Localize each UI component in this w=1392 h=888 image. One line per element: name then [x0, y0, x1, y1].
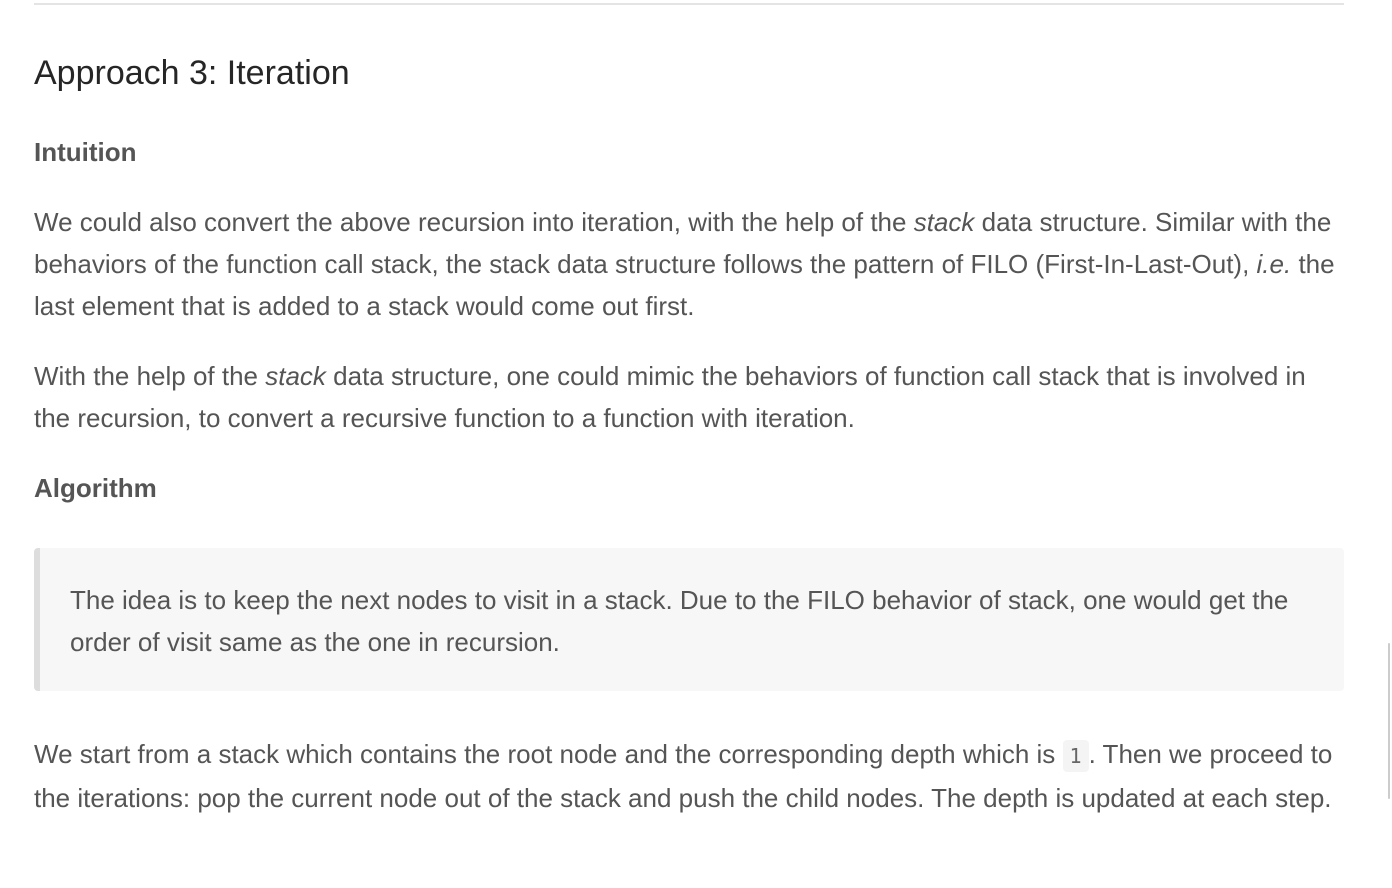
emphasis-ie: i.e.: [1256, 249, 1292, 279]
algorithm-paragraph-1: [34, 733, 1344, 819]
text-segment: We could also convert the above recursion into iteration, with the help of the: [34, 207, 914, 237]
intuition-paragraph-1: [34, 201, 1344, 327]
emphasis-stack: stack: [913, 207, 975, 237]
blockquote: [34, 548, 1344, 691]
inline-code-depth: 1: [1063, 740, 1089, 772]
algorithm-heading: Algorithm: [34, 473, 157, 503]
emphasis-stack: stack: [265, 361, 326, 391]
intuition-heading: Intuition: [34, 137, 137, 167]
text-segment: data structure. Similar with the behaviors of the function call stack, the stack data structure follows the pattern of FILO (First-In-Last-Out),: [34, 207, 1332, 279]
scrollbar-thumb[interactable]: [1388, 643, 1390, 799]
text-segment: data structure, one could mimic the behaviors of function call stack that is involved in the recursion, to convert a recursive function to a function with iteration.: [34, 361, 1306, 433]
text-segment: We start from a stack which contains the root node and the corresponding depth which is: [34, 739, 1063, 769]
text-segment: . Then we proceed to the iterations: pop the current node out of the stack and push the child nodes. The depth is updated at each step.: [34, 739, 1333, 813]
section-divider: [34, 3, 1344, 5]
intuition-paragraph-2: [34, 355, 1344, 439]
section-title: Approach 3: Iteration: [34, 54, 350, 92]
blockquote-text: The idea is to keep the next nodes to visit in a stack. Due to the FILO behavior of stack, one would get the order of visit same as the one in recursion.: [70, 585, 1289, 657]
text-segment: With the help of the: [34, 361, 266, 391]
text-segment: the last element that is added to a stack would come out first.: [34, 249, 1335, 321]
